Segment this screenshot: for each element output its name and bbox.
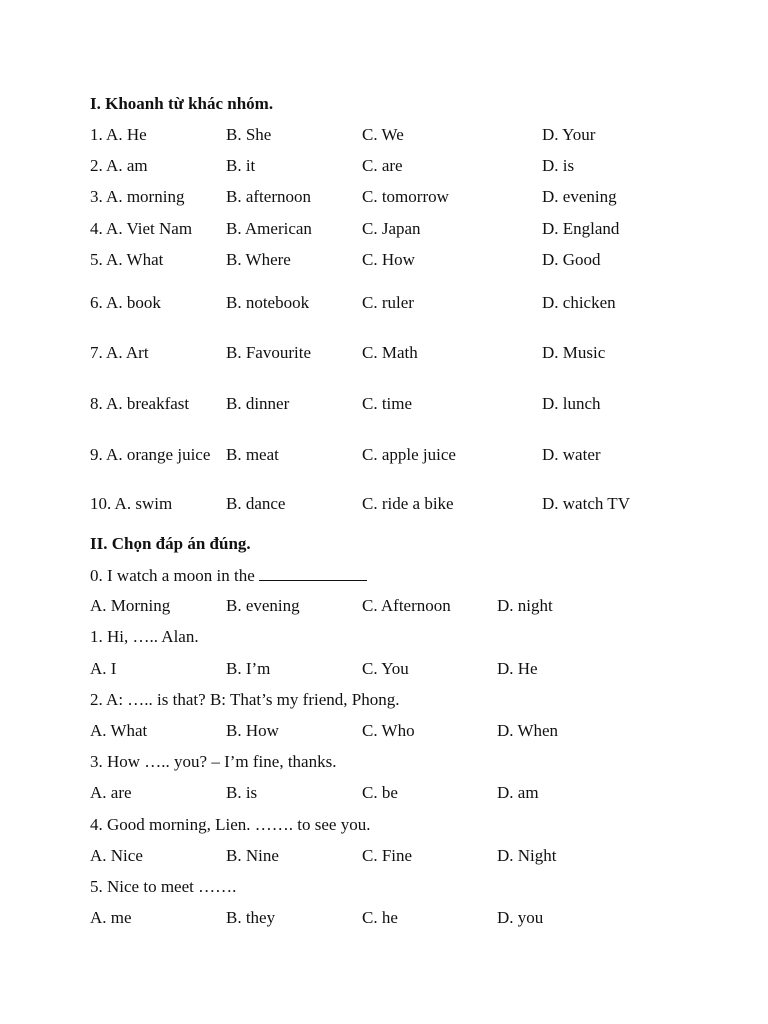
s1-q4-option-a: 4. A. Viet Nam — [90, 219, 193, 238]
s1-q9-option-d: D. water — [542, 445, 601, 464]
s1-q2-option-d: D. is — [542, 156, 575, 175]
s2-q3-option-b: B. is — [226, 783, 258, 802]
s1-q10-option-a: 10. A. swim — [90, 494, 173, 513]
s2-question-1: 1. Hi, ….. Alan. — [90, 627, 199, 646]
s1-q1-option-a: 1. A. He — [90, 125, 147, 144]
s1-q5-option-d: D. Good — [542, 250, 601, 269]
s1-q8-option-a: 8. A. breakfast — [90, 394, 190, 413]
s2-q0-text: 0. I watch a moon in the — [90, 566, 260, 585]
s1-q2-option-b: B. it — [226, 156, 256, 175]
s1-q6-option-b: B. notebook — [226, 293, 310, 312]
s2-q1-option-b: B. I’m — [226, 659, 271, 678]
s2-q4-option-d: D. Night — [497, 846, 557, 865]
s2-q5-option-c: C. he — [362, 908, 398, 927]
s1-q2-option-c: C. are — [362, 156, 403, 175]
section-1-title: I. Khoanh từ khác nhóm. — [90, 94, 274, 113]
s2-q4-option-a: A. Nice — [90, 846, 143, 865]
s1-q5-option-a: 5. A. What — [90, 250, 164, 269]
s1-q4-option-b: B. American — [226, 219, 312, 238]
s1-q2-option-a: 2. A. am — [90, 156, 148, 175]
s1-q5-option-c: C. How — [362, 250, 415, 269]
s1-q10-option-d: D. watch TV — [542, 494, 630, 513]
s1-q9-option-a: 9. A. orange juice — [90, 445, 211, 464]
s2-q3-option-a: A. are — [90, 783, 132, 802]
s2-q0-option-c: C. Afternoon — [362, 596, 451, 615]
s1-question-4 — [0, 219, 768, 239]
s1-question-8 — [0, 394, 768, 414]
s1-q8-option-b: B. dinner — [226, 394, 290, 413]
s1-question-6 — [0, 293, 768, 313]
s1-q8-option-c: C. time — [362, 394, 413, 413]
answer-blank — [259, 565, 367, 581]
s1-q1-option-b: B. She — [226, 125, 272, 144]
s1-q10-option-c: C. ride a bike — [362, 494, 454, 513]
s2-q1-option-a: A. I — [90, 659, 117, 678]
s2-q2-options — [0, 721, 768, 741]
s1-question-2 — [0, 156, 768, 176]
s1-q3-option-c: C. tomorrow — [362, 187, 449, 206]
s1-question-10 — [0, 494, 768, 514]
s2-q1-option-c: C. You — [362, 659, 409, 678]
s2-q0-option-b: B. evening — [226, 596, 300, 615]
s2-q2-option-a: A. What — [90, 721, 148, 740]
s2-q2-option-c: C. Who — [362, 721, 415, 740]
s1-q7-option-a: 7. A. Art — [90, 343, 149, 362]
s1-q7-option-b: B. Favourite — [226, 343, 311, 362]
s1-question-3 — [0, 187, 768, 207]
s1-q6-option-a: 6. A. book — [90, 293, 161, 312]
s2-q2-option-b: B. How — [226, 721, 279, 740]
s2-q5-option-b: B. they — [226, 908, 276, 927]
s2-question-2: 2. A: ….. is that? B: That’s my friend, Phong. — [90, 690, 400, 709]
s1-q5-option-b: B. Where — [226, 250, 291, 269]
s1-question-7 — [0, 343, 768, 363]
s2-q2-option-d: D. When — [497, 721, 559, 740]
s2-question-5: 5. Nice to meet ……. — [90, 877, 237, 896]
s2-q1-options — [0, 659, 768, 679]
s1-q8-option-d: D. lunch — [542, 394, 601, 413]
section-2-title: II. Chọn đáp án đúng. — [90, 534, 251, 553]
s1-question-5 — [0, 250, 768, 270]
s1-q10-option-b: B. dance — [226, 494, 286, 513]
s1-q9-option-b: B. meat — [226, 445, 279, 464]
s1-q3-option-b: B. afternoon — [226, 187, 311, 206]
s2-question-4: 4. Good morning, Lien. ……. to see you. — [90, 815, 371, 834]
s1-q1-option-d: D. Your — [542, 125, 596, 144]
s2-q4-option-b: B. Nine — [226, 846, 279, 865]
s2-question-0 — [90, 565, 367, 586]
s1-q4-option-d: D. England — [542, 219, 620, 238]
s2-q3-option-d: D. am — [497, 783, 539, 802]
s2-q1-option-d: D. He — [497, 659, 538, 678]
s1-q1-option-c: C. We — [362, 125, 404, 144]
s2-q0-option-d: D. night — [497, 596, 553, 615]
s1-q4-option-c: C. Japan — [362, 219, 421, 238]
s2-q4-options — [0, 846, 768, 866]
s1-q3-option-d: D. evening — [542, 187, 617, 206]
s1-q7-option-d: D. Music — [542, 343, 606, 362]
s2-q5-option-a: A. me — [90, 908, 132, 927]
s2-q3-option-c: C. be — [362, 783, 398, 802]
s1-question-9 — [0, 445, 768, 465]
s2-q5-options — [0, 908, 768, 928]
s1-q9-option-c: C. apple juice — [362, 445, 456, 464]
s1-q6-option-c: C. ruler — [362, 293, 414, 312]
s1-question-1 — [0, 125, 768, 145]
s2-q5-option-d: D. you — [497, 908, 544, 927]
s1-q7-option-c: C. Math — [362, 343, 418, 362]
s2-q0-options — [0, 596, 768, 616]
s1-q3-option-a: 3. A. morning — [90, 187, 185, 206]
s1-q6-option-d: D. chicken — [542, 293, 616, 312]
s2-question-3: 3. How ….. you? – I’m fine, thanks. — [90, 752, 337, 771]
s2-q4-option-c: C. Fine — [362, 846, 413, 865]
s2-q0-option-a: A. Morning — [90, 596, 171, 615]
s2-q3-options — [0, 783, 768, 803]
